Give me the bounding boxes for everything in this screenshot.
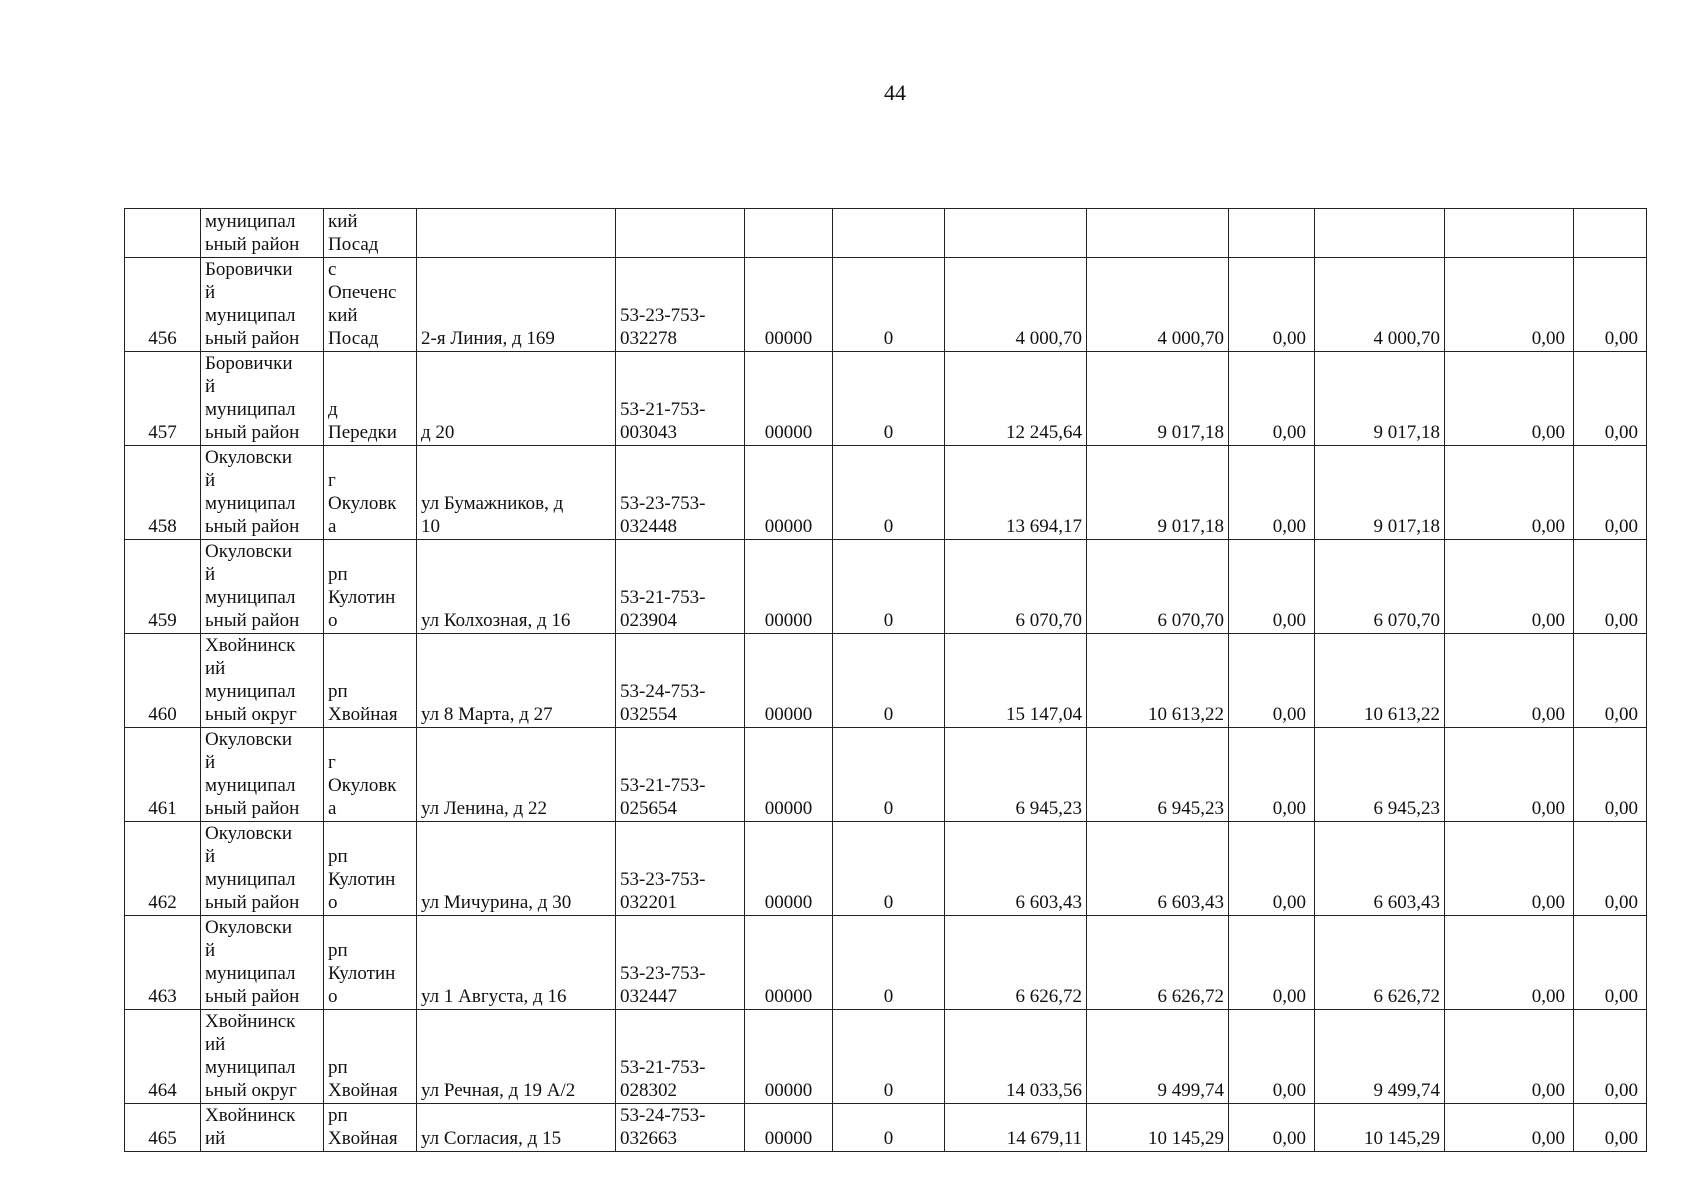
cell-value-5: 0,00 bbox=[1445, 1010, 1574, 1104]
cell-code: 53-24-753- 032554 bbox=[616, 634, 745, 728]
cell-settlement: рп Хвойная bbox=[324, 1010, 417, 1104]
cell-code-b: 0 bbox=[833, 634, 945, 728]
cell-value-6: 0,00 bbox=[1574, 822, 1647, 916]
cell-address: ул Ленина, д 22 bbox=[417, 728, 616, 822]
cell-settlement: рп Хвойная bbox=[324, 1104, 417, 1152]
cell-value-1: 6 626,72 bbox=[945, 916, 1087, 1010]
cell-value-6: 0,00 bbox=[1574, 258, 1647, 352]
cell-value-4: 9 017,18 bbox=[1315, 446, 1445, 540]
cell-address: 2-я Линия, д 169 bbox=[417, 258, 616, 352]
table-row bbox=[125, 540, 1647, 634]
cell-value-5 bbox=[1445, 209, 1574, 258]
cell-district: муниципал ьный район bbox=[201, 209, 324, 258]
cell-value-1: 6 603,43 bbox=[945, 822, 1087, 916]
cell-value-4: 4 000,70 bbox=[1315, 258, 1445, 352]
cell-district: Боровички й муниципал ьный район bbox=[201, 352, 324, 446]
cell-value-5: 0,00 bbox=[1445, 540, 1574, 634]
cell-value-3: 0,00 bbox=[1229, 352, 1315, 446]
cell-code-b bbox=[833, 209, 945, 258]
cell-value-4: 6 603,43 bbox=[1315, 822, 1445, 916]
cell-value-3: 0,00 bbox=[1229, 916, 1315, 1010]
cell-settlement: г Окуловк а bbox=[324, 446, 417, 540]
continuation-row bbox=[125, 209, 1647, 258]
cell-value-1: 6 945,23 bbox=[945, 728, 1087, 822]
cell-value-6: 0,00 bbox=[1574, 634, 1647, 728]
cell-value-3 bbox=[1229, 209, 1315, 258]
cell-value-1: 4 000,70 bbox=[945, 258, 1087, 352]
cell-code-a bbox=[745, 209, 833, 258]
cell-code-a: 00000 bbox=[745, 258, 833, 352]
cell-value-5: 0,00 bbox=[1445, 446, 1574, 540]
cell-code: 53-21-753- 003043 bbox=[616, 352, 745, 446]
cell-code-a: 00000 bbox=[745, 728, 833, 822]
cell-settlement: с Опеченс кий Посад bbox=[324, 258, 417, 352]
page-number: 44 bbox=[884, 80, 906, 105]
cell-address: ул 1 Августа, д 16 bbox=[417, 916, 616, 1010]
cell-value-1: 6 070,70 bbox=[945, 540, 1087, 634]
cell-value-6: 0,00 bbox=[1574, 446, 1647, 540]
cell-code: 53-21-753- 028302 bbox=[616, 1010, 745, 1104]
cell-code-a: 00000 bbox=[745, 540, 833, 634]
cell-value-2 bbox=[1087, 209, 1229, 258]
cell-value-4: 9 017,18 bbox=[1315, 352, 1445, 446]
cell-value-6: 0,00 bbox=[1574, 540, 1647, 634]
cell-value-1: 15 147,04 bbox=[945, 634, 1087, 728]
cell-value-4: 6 626,72 bbox=[1315, 916, 1445, 1010]
cell-value-3: 0,00 bbox=[1229, 822, 1315, 916]
cell-value-4: 10 613,22 bbox=[1315, 634, 1445, 728]
cell-district: Хвойнинск ий bbox=[201, 1104, 324, 1152]
cell-code: 53-23-753- 032447 bbox=[616, 916, 745, 1010]
cell-code-b: 0 bbox=[833, 822, 945, 916]
cell-address: д 20 bbox=[417, 352, 616, 446]
cell-no: 462 bbox=[125, 822, 201, 916]
cell-code: 53-23-753- 032278 bbox=[616, 258, 745, 352]
cell-settlement: рп Кулотин о bbox=[324, 540, 417, 634]
cell-value-4: 9 499,74 bbox=[1315, 1010, 1445, 1104]
table-row bbox=[125, 1104, 1647, 1152]
cell-code-a: 00000 bbox=[745, 446, 833, 540]
cell-value-1: 14 679,11 bbox=[945, 1104, 1087, 1152]
cell-value-6: 0,00 bbox=[1574, 1104, 1647, 1152]
cell-code-b: 0 bbox=[833, 728, 945, 822]
cell-address: ул Колхозная, д 16 bbox=[417, 540, 616, 634]
cell-code-b: 0 bbox=[833, 916, 945, 1010]
cell-code-a: 00000 bbox=[745, 916, 833, 1010]
cell-code: 53-21-753- 023904 bbox=[616, 540, 745, 634]
cell-settlement: рп Кулотин о bbox=[324, 822, 417, 916]
cell-value-5: 0,00 bbox=[1445, 1104, 1574, 1152]
cell-code-b: 0 bbox=[833, 1104, 945, 1152]
cell-settlement: рп Хвойная bbox=[324, 634, 417, 728]
cell-value-6 bbox=[1574, 209, 1647, 258]
cell-value-3: 0,00 bbox=[1229, 1010, 1315, 1104]
table-row bbox=[125, 1010, 1647, 1104]
cell-no: 461 bbox=[125, 728, 201, 822]
cell-value-5: 0,00 bbox=[1445, 822, 1574, 916]
cell-code-b: 0 bbox=[833, 540, 945, 634]
cell-settlement: рп Кулотин о bbox=[324, 916, 417, 1010]
cell-value-2: 6 070,70 bbox=[1087, 540, 1229, 634]
cell-value-1: 12 245,64 bbox=[945, 352, 1087, 446]
cell-value-4: 6 945,23 bbox=[1315, 728, 1445, 822]
table-row bbox=[125, 446, 1647, 540]
table-row bbox=[125, 634, 1647, 728]
cell-value-3: 0,00 bbox=[1229, 1104, 1315, 1152]
cell-district: Окуловски й муниципал ьный район bbox=[201, 728, 324, 822]
table-row bbox=[125, 352, 1647, 446]
cell-no: 456 bbox=[125, 258, 201, 352]
cell-value-6: 0,00 bbox=[1574, 916, 1647, 1010]
table-row bbox=[125, 916, 1647, 1010]
cell-value-4: 6 070,70 bbox=[1315, 540, 1445, 634]
cell-value-3: 0,00 bbox=[1229, 634, 1315, 728]
cell-address: ул 8 Марта, д 27 bbox=[417, 634, 616, 728]
cell-district: Хвойнинск ий муниципал ьный округ bbox=[201, 1010, 324, 1104]
cell-address: ул Мичурина, д 30 bbox=[417, 822, 616, 916]
cell-district: Хвойнинск ий муниципал ьный округ bbox=[201, 634, 324, 728]
registry-table bbox=[124, 208, 1647, 1152]
cell-code-a: 00000 bbox=[745, 1104, 833, 1152]
cell-value-2: 6 603,43 bbox=[1087, 822, 1229, 916]
cell-value-4: 10 145,29 bbox=[1315, 1104, 1445, 1152]
cell-no: 460 bbox=[125, 634, 201, 728]
cell-code-a: 00000 bbox=[745, 822, 833, 916]
cell-code-b: 0 bbox=[833, 1010, 945, 1104]
cell-settlement: д Передки bbox=[324, 352, 417, 446]
cell-district: Окуловски й муниципал ьный район bbox=[201, 540, 324, 634]
cell-no: 465 bbox=[125, 1104, 201, 1152]
cell-value-2: 6 945,23 bbox=[1087, 728, 1229, 822]
table-row bbox=[125, 728, 1647, 822]
cell-value-3: 0,00 bbox=[1229, 728, 1315, 822]
cell-code-b: 0 bbox=[833, 258, 945, 352]
cell-no: 458 bbox=[125, 446, 201, 540]
registry-table-body bbox=[125, 209, 1647, 1152]
cell-value-2: 9 017,18 bbox=[1087, 352, 1229, 446]
cell-district: Окуловски й муниципал ьный район bbox=[201, 446, 324, 540]
cell-no: 459 bbox=[125, 540, 201, 634]
cell-value-2: 10 145,29 bbox=[1087, 1104, 1229, 1152]
table-row bbox=[125, 258, 1647, 352]
cell-value-5: 0,00 bbox=[1445, 352, 1574, 446]
cell-value-5: 0,00 bbox=[1445, 916, 1574, 1010]
cell-code: 53-21-753- 025654 bbox=[616, 728, 745, 822]
cell-address bbox=[417, 209, 616, 258]
cell-code bbox=[616, 209, 745, 258]
cell-value-6: 0,00 bbox=[1574, 352, 1647, 446]
cell-value-1: 14 033,56 bbox=[945, 1010, 1087, 1104]
cell-no: 464 bbox=[125, 1010, 201, 1104]
cell-district: Боровички й муниципал ьный район bbox=[201, 258, 324, 352]
cell-code-a: 00000 bbox=[745, 1010, 833, 1104]
cell-value-6: 0,00 bbox=[1574, 1010, 1647, 1104]
cell-no: 463 bbox=[125, 916, 201, 1010]
cell-value-2: 9 499,74 bbox=[1087, 1010, 1229, 1104]
cell-address: ул Бумажников, д 10 bbox=[417, 446, 616, 540]
cell-value-5: 0,00 bbox=[1445, 728, 1574, 822]
cell-no bbox=[125, 209, 201, 258]
cell-value-4 bbox=[1315, 209, 1445, 258]
cell-address: ул Согласия, д 15 bbox=[417, 1104, 616, 1152]
cell-value-2: 4 000,70 bbox=[1087, 258, 1229, 352]
cell-value-5: 0,00 bbox=[1445, 634, 1574, 728]
cell-value-1 bbox=[945, 209, 1087, 258]
cell-code-a: 00000 bbox=[745, 634, 833, 728]
cell-settlement: г Окуловк а bbox=[324, 728, 417, 822]
cell-code-b: 0 bbox=[833, 352, 945, 446]
cell-value-3: 0,00 bbox=[1229, 258, 1315, 352]
cell-code-a: 00000 bbox=[745, 352, 833, 446]
cell-code-b: 0 bbox=[833, 446, 945, 540]
cell-value-5: 0,00 bbox=[1445, 258, 1574, 352]
cell-value-2: 6 626,72 bbox=[1087, 916, 1229, 1010]
cell-district: Окуловски й муниципал ьный район bbox=[201, 916, 324, 1010]
cell-address: ул Речная, д 19 А/2 bbox=[417, 1010, 616, 1104]
cell-value-6: 0,00 bbox=[1574, 728, 1647, 822]
cell-value-2: 9 017,18 bbox=[1087, 446, 1229, 540]
cell-district: Окуловски й муниципал ьный район bbox=[201, 822, 324, 916]
cell-value-3: 0,00 bbox=[1229, 540, 1315, 634]
cell-value-2: 10 613,22 bbox=[1087, 634, 1229, 728]
cell-code: 53-23-753- 032201 bbox=[616, 822, 745, 916]
table-row bbox=[125, 822, 1647, 916]
cell-value-3: 0,00 bbox=[1229, 446, 1315, 540]
cell-settlement: кий Посад bbox=[324, 209, 417, 258]
cell-code: 53-23-753- 032448 bbox=[616, 446, 745, 540]
cell-code: 53-24-753- 032663 bbox=[616, 1104, 745, 1152]
cell-value-1: 13 694,17 bbox=[945, 446, 1087, 540]
cell-no: 457 bbox=[125, 352, 201, 446]
